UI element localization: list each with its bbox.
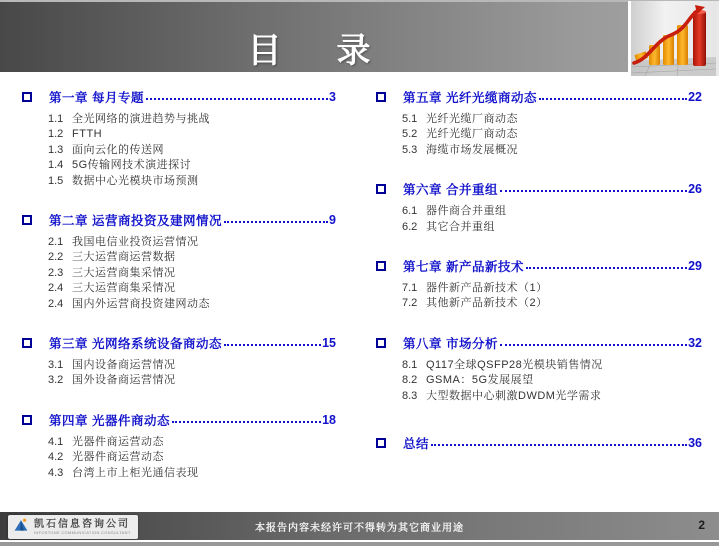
chapter-subitems (48, 435, 336, 481)
toc-chapter (368, 88, 702, 158)
dotted-leader (224, 344, 321, 346)
page-title: 目 录 (247, 32, 383, 70)
toc-subitem[interactable] (48, 435, 336, 450)
subitem-text: 其他新产品新技术（2） (426, 297, 548, 310)
dotted-leader (172, 421, 321, 423)
subitem-number: 1.2 (48, 128, 64, 141)
subitem-text: 三大运营商运营数据 (72, 251, 176, 264)
subitem-number: 6.2 (402, 220, 418, 233)
subitem-number: 6.1 (402, 205, 418, 218)
subitem-text: 海缆市场发展概况 (426, 143, 518, 156)
subitem-text: 器件商合并重组 (426, 205, 507, 218)
subitem-text: 面向云化的传送网 (72, 143, 164, 156)
toc-subitem[interactable] (402, 389, 702, 404)
subitem-text: 国内设备商运营情况 (72, 359, 176, 372)
toc-subitem[interactable] (402, 112, 702, 127)
toc-subitem[interactable] (48, 235, 336, 250)
subitem-number: 2.4 (48, 297, 64, 310)
square-bullet-icon (376, 261, 386, 271)
toc-subitem[interactable] (402, 127, 702, 142)
subitem-text: 光纤光缆厂商动态 (426, 128, 518, 141)
chapter-page-number: 15 (322, 336, 336, 351)
chapter-subitems (402, 112, 702, 158)
toc-chapter (368, 334, 702, 404)
toc-subitem[interactable] (402, 358, 702, 373)
chapter-title: 第八章 市场分析 (403, 336, 498, 351)
toc-chapter (368, 180, 702, 235)
subitem-number: 3.2 (48, 374, 64, 387)
toc-subitem[interactable] (48, 281, 336, 296)
subitem-text: 5G传输网技术演进探讨 (72, 159, 192, 172)
square-bullet-icon (22, 415, 32, 425)
dotted-leader (539, 98, 687, 100)
toc-chapter-entry[interactable] (368, 180, 702, 198)
toc-chapter-entry[interactable] (14, 334, 336, 352)
toc-chapter-entry[interactable] (368, 257, 702, 275)
subitem-number: 2.3 (48, 266, 64, 279)
subitem-number: 4.3 (48, 466, 64, 479)
toc-subitem[interactable] (48, 466, 336, 481)
subitem-text: 国内外运营商投资建网动态 (72, 297, 210, 310)
subitem-text: 台湾上市上柜光通信表现 (72, 466, 199, 479)
chapter-title: 第七章 新产品新技术 (403, 260, 524, 275)
subitem-number: 4.1 (48, 435, 64, 448)
chapter-subitems (48, 235, 336, 312)
chapter-page-number: 9 (329, 213, 336, 228)
square-bullet-icon (22, 338, 32, 348)
chapter-page-number: 32 (688, 335, 702, 350)
square-bullet-icon (22, 92, 32, 102)
logo-company-subtitle: INFOSTONE COMMUNICATION CONSULTANT (34, 529, 131, 535)
subitem-number: 5.3 (402, 143, 418, 156)
chapter-title: 总结 (403, 437, 430, 452)
toc-subitem[interactable] (402, 281, 702, 296)
toc-subitem[interactable] (402, 143, 702, 158)
subitem-text: 三大运营商集采情况 (72, 266, 176, 279)
chapter-page-number: 26 (688, 182, 702, 197)
toc-subitem[interactable] (402, 220, 702, 235)
toc-subitem[interactable] (402, 296, 702, 311)
chapter-subitems (402, 358, 702, 404)
chapter-subitems (48, 358, 336, 389)
toc-chapter (14, 411, 336, 481)
subitem-number: 5.2 (402, 128, 418, 141)
header-band (0, 2, 719, 72)
subitem-number: 8.1 (402, 358, 418, 371)
company-logo (8, 515, 138, 539)
bar-chart-image (628, 1, 719, 76)
subitem-number: 1.1 (48, 113, 64, 125)
toc-chapter-entry[interactable] (368, 88, 702, 106)
logo-company-name: 凯石信息咨询公司 (34, 518, 130, 530)
subitem-text: 光器件商运营动态 (72, 451, 164, 464)
subitem-text: FTTH (72, 128, 103, 141)
dotted-leader (431, 444, 687, 446)
chapter-page-number: 36 (688, 436, 702, 451)
toc-chapter-entry[interactable] (14, 411, 336, 429)
toc-subitem[interactable] (48, 250, 336, 265)
subitem-text: 光纤光缆厂商动态 (426, 113, 518, 125)
subitem-text: 我国电信业投资运营情况 (72, 236, 199, 249)
toc-chapter (14, 88, 336, 189)
subitem-number: 2.4 (48, 282, 64, 295)
subitem-text: 数据中心光模块市场预测 (72, 174, 199, 187)
toc-subitem[interactable] (48, 297, 336, 312)
footer-notice: 本报告内容未经许可不得转为其它商业用途 (255, 523, 464, 534)
toc-chapter (14, 334, 336, 389)
square-bullet-icon (376, 184, 386, 194)
subitem-number: 3.1 (48, 359, 64, 372)
subitem-text: Q117全球QSFP28光模块销售情况 (426, 358, 603, 371)
dotted-leader (224, 221, 328, 223)
toc-column-right (368, 88, 702, 474)
toc-subitem[interactable] (48, 450, 336, 465)
subitem-number: 1.4 (48, 159, 64, 172)
chapter-title: 第五章 光纤光缆商动态 (403, 91, 537, 105)
subitem-number: 1.5 (48, 174, 64, 187)
toc-column-left (14, 88, 336, 503)
bottom-edge-strip (0, 542, 719, 546)
toc-subitem[interactable] (48, 174, 336, 189)
subitem-number: 5.1 (402, 113, 418, 125)
chapter-page-number: 22 (688, 90, 702, 104)
subitem-number: 1.3 (48, 143, 64, 156)
subitem-text: 全光网络的演进趋势与挑战 (72, 113, 210, 125)
toc-chapter (368, 434, 702, 452)
subitem-text: 光器件商运营动态 (72, 435, 164, 448)
toc-subitem[interactable] (48, 143, 336, 158)
toc-chapter-entry[interactable] (14, 88, 336, 106)
toc-chapter-entry[interactable] (14, 211, 336, 229)
toc-chapter-entry[interactable] (368, 434, 702, 452)
chapter-title: 第六章 合并重组 (403, 183, 498, 198)
toc-subitem[interactable] (48, 158, 336, 173)
dotted-leader (146, 98, 328, 100)
slide-page-number: 2 (698, 518, 705, 532)
subitem-number: 7.2 (402, 297, 418, 310)
chapter-page-number: 29 (688, 259, 702, 274)
square-bullet-icon (22, 215, 32, 225)
dotted-leader (500, 190, 687, 192)
chapter-page-number: 18 (322, 412, 336, 427)
chapter-subitems (48, 112, 336, 189)
toc-chapter (368, 257, 702, 312)
chapter-title: 第二章 运营商投资及建网情况 (49, 214, 222, 229)
square-bullet-icon (376, 92, 386, 102)
toc-subitem[interactable] (48, 112, 336, 127)
toc-chapter-entry[interactable] (368, 334, 702, 352)
subitem-number: 2.2 (48, 251, 64, 264)
chapter-title: 第四章 光器件商动态 (49, 413, 170, 428)
toc-chapter (14, 211, 336, 312)
subitem-number: 7.1 (402, 282, 418, 295)
chapter-title: 第三章 光网络系统设备商动态 (49, 337, 222, 352)
dotted-leader (526, 267, 687, 269)
subitem-number: 2.1 (48, 236, 64, 249)
subitem-text: 大型数据中心刺激DWDM光学需求 (426, 389, 602, 402)
chapter-page-number: 3 (329, 90, 336, 104)
subitem-text: 国外设备商运营情况 (72, 374, 176, 387)
chapter-title: 第一章 每月专题 (49, 91, 144, 105)
logo-text (34, 520, 131, 535)
toc-subitem[interactable] (48, 266, 336, 281)
toc-subitem[interactable] (402, 204, 702, 219)
square-bullet-icon (376, 338, 386, 348)
subitem-text: 三大运营商集采情况 (72, 282, 176, 295)
logo-triangle-icon (13, 517, 29, 538)
toc-subitem[interactable] (402, 373, 702, 388)
subitem-text: 其它合并重组 (426, 220, 495, 233)
chapter-subitems (402, 281, 702, 312)
chapter-subitems (402, 204, 702, 235)
subitem-text: GSMA：5G发展展望 (426, 374, 534, 387)
dotted-leader (500, 344, 687, 346)
subitem-number: 8.2 (402, 374, 418, 387)
subitem-number: 8.3 (402, 389, 418, 402)
subitem-number: 4.2 (48, 451, 64, 464)
toc-subitem[interactable] (48, 127, 336, 142)
subitem-text: 器件新产品新技术（1） (426, 282, 548, 295)
square-bullet-icon (376, 438, 386, 448)
toc-subitem[interactable] (48, 373, 336, 388)
toc-subitem[interactable] (48, 358, 336, 373)
